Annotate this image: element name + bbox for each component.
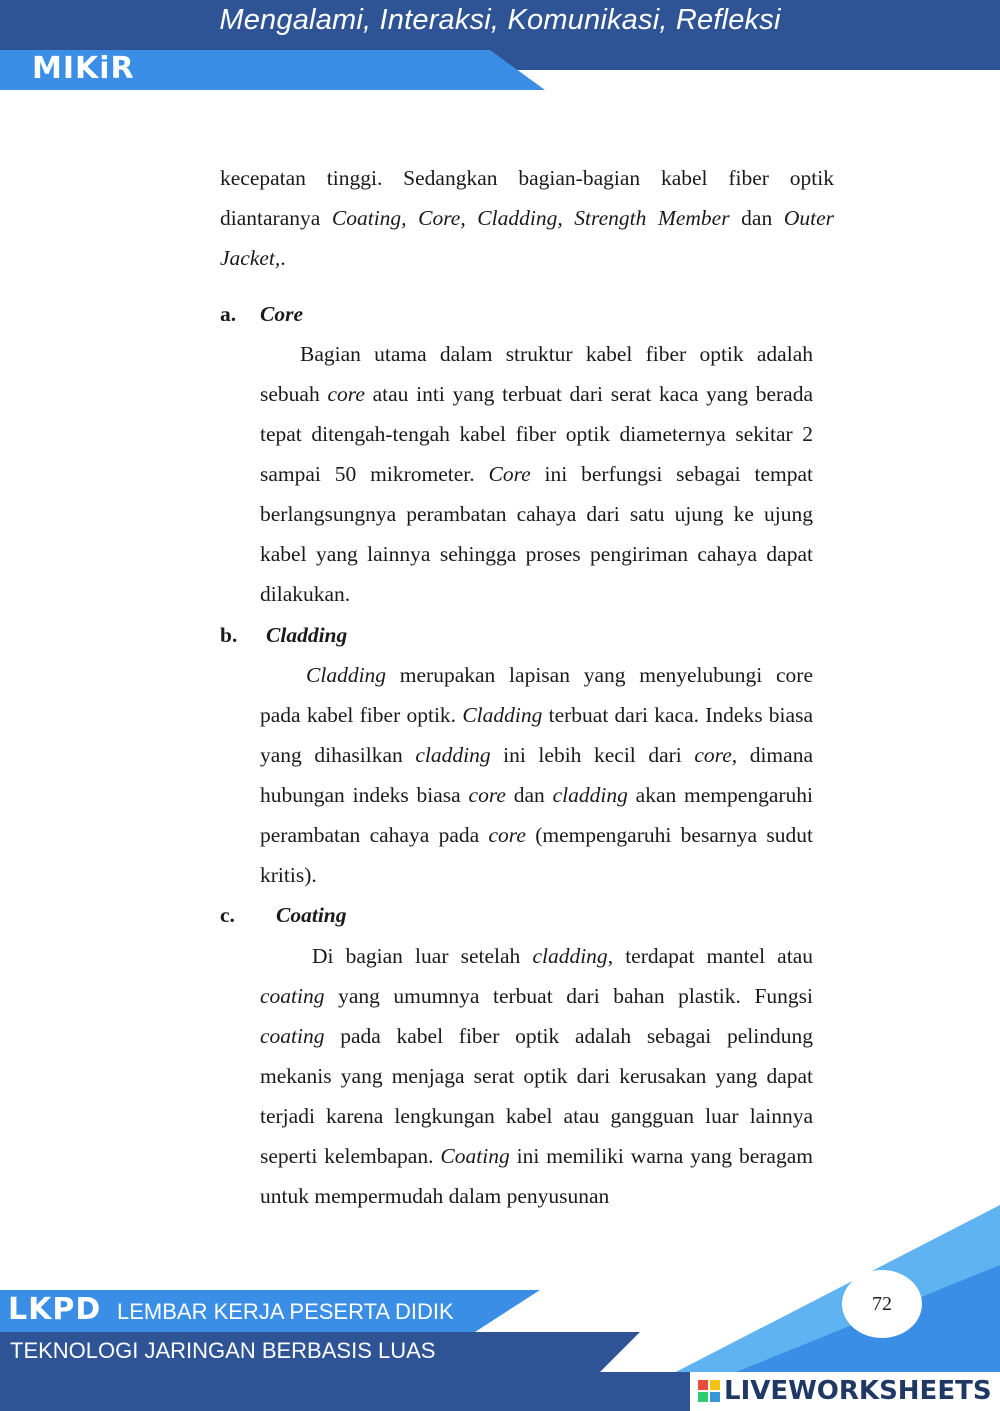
section-b-body [260,655,813,895]
section-b-text-2: merupakan lapisan yang menyelubungi core pada kabel fiber optik. [260,663,813,727]
intro-text-4: Outer Jacket, [220,206,834,270]
section-c-text-1: Di bagian luar setelah [312,944,533,968]
section-b-letter: b. [220,623,238,647]
section-c-body [260,936,813,1216]
section-c-text-8: Coating [440,1144,510,1168]
footer-lkpd: LKPD [8,1292,102,1327]
section-c-text-2: cladding [532,944,608,968]
footer-lkpd-subtitle: LEMBAR KERJA PESERTA DIDIK [117,1299,454,1324]
section-b-text-3: Cladding [462,703,543,727]
section-b-text-1: Cladding [306,663,387,687]
intro-paragraph [220,158,834,278]
intro-text-3: dan [729,206,784,230]
section-b-text-4: terbuat dari kaca. Indeks biasa yang dihasilkan [260,703,813,767]
section-c-text-6: coating [260,1024,325,1048]
section-a-text-1: Bagian utama dalam struktur kabel fiber optik adalah sebuah [260,342,813,406]
section-c-text-9: ini memiliki warna yang beragam untuk mempermudah dalam penyusunan [260,1144,813,1208]
section-b-title: Cladding [266,623,348,647]
header-title: Mengalami, Interaksi, Komunikasi, Refleksi [219,4,781,36]
section-a-text-5: ini berfungsi sebagai tempat berlangsungnya perambatan cahaya dari satu ujung ke ujung kabel yang lainnya sehingga proses pengiriman cahaya dapat dilakukan. [260,462,814,606]
section-a-letter: a. [220,302,237,326]
section-b-text-6: ini lebih kecil dari [490,743,695,767]
page-number: 72 [842,1270,922,1338]
section-b-text-12: akan mempengaruhi perambatan cahaya pada [260,783,813,847]
section-b-text-5: cladding [415,743,491,767]
intro-text-2: Coating, Core, Cladding, Strength Member [331,206,730,230]
section-a-text-2: core [327,382,365,406]
section-c-heading [220,895,347,935]
section-c-title: Coating [276,903,347,927]
section-b-text-13: core [488,823,526,847]
liveworksheets-brand[interactable] [698,1375,992,1407]
section-b-text-11: cladding [552,783,628,807]
intro-text-1: kecepatan tinggi. Sedangkan bagian-bagian kabel fiber optik diantaranya [220,166,834,230]
section-b-text-7: core, [694,743,738,767]
section-c-letter: c. [220,903,235,927]
section-b-text-9: core [468,783,506,807]
liveworksheets-logo-icon [698,1380,720,1402]
section-a-body [260,334,813,614]
section-c-text-3: , terdapat mantel atau [607,944,813,968]
footer-subject: TEKNOLOGI JARINGAN BERBASIS LUAS [10,1338,436,1363]
section-a-heading [220,294,303,334]
section-c-text-5: yang umumnya terbuat dari bahan plastik. Fungsi [324,984,813,1008]
section-b-text-14: (mempengaruhi besarnya sudut kritis). [260,823,813,887]
section-b-text-8: dimana hubungan indeks biasa [260,743,813,807]
section-a-text-3: atau inti yang terbuat dari serat kaca yang berada tepat ditengah-tengah kabel fiber optik diameternya sekitar 2 sampai 50 mikrometer. [260,382,814,486]
liveworksheets-label: LIVEWORKSHEETS [724,1376,992,1406]
section-a-title: Core [260,302,303,326]
section-b-text-10: dan [505,783,553,807]
footer-bottom-left [0,1372,600,1411]
section-c-text-4: coating [260,984,325,1008]
header-label: MIKiR [32,51,135,86]
intro-text-5: . [280,246,286,270]
section-b-heading [220,615,347,655]
section-a-text-4: Core [488,462,531,486]
section-c-text-7: pada kabel fiber optik adalah sebagai pelindung mekanis yang menjaga serat optik dari kerusakan yang dapat terjadi karena lengkungan kabel atau gangguan luar lainnya seperti kelembapan. [260,1024,813,1168]
